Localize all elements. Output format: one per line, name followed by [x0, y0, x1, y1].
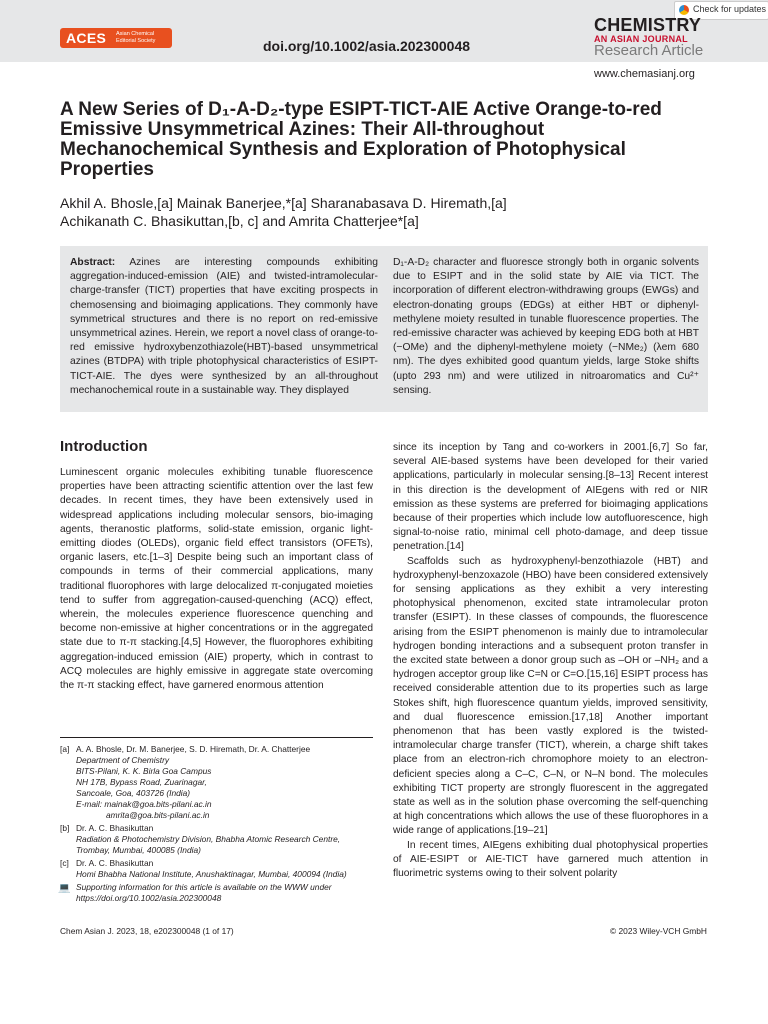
- footnote-a-address-4: Sancoale, Goa, 403726 (India): [76, 788, 191, 798]
- computer-icon: 💻: [58, 883, 71, 894]
- abstract-label: Abstract:: [70, 257, 116, 268]
- journal-name: CHEMISTRY: [594, 15, 702, 35]
- footnote-b-address: Radiation & Photochemistry Division, Bhabha Atomic Research Centre, Trombay, Mumbai, 400085 (India): [76, 834, 341, 855]
- footnote-b-name: Dr. A. C. Bhasikuttan: [76, 823, 154, 833]
- publisher-logo-text: ACES: [66, 30, 107, 46]
- footnote-c-label: [c]: [60, 858, 69, 868]
- footer-citation: Chem Asian J. 2023, 18, e202300048 (1 of 17): [60, 926, 234, 936]
- abstract-box: [60, 246, 708, 412]
- journal-website-link[interactable]: www.chemasianj.org: [594, 68, 695, 80]
- abstract-left-column: [70, 256, 378, 398]
- journal-subtitle: AN ASIAN JOURNAL: [594, 34, 688, 44]
- footnote-a-label: [a]: [60, 744, 70, 754]
- supporting-info-note: [60, 882, 375, 904]
- article-doi-link[interactable]: doi.org/10.1002/asia.202300048: [263, 38, 471, 54]
- intro-paragraph-1: Luminescent organic molecules exhibiting tunable fluorescence properties have been attracting scientific attention over the last few decades. In recent times, they have been extensively used in widespread applications including molecular sensors, bio-imaging agents, theranostic platforms, solid-state emission, organic light-emitting diodes (OLEDs), organic field effect transistors (OFETs), organic lasers, etc.[1–3] Despite being such an important class of compounds in terms of their commercial applications, many traditional fluorophores with large delocalized π-conjugated moieties tend to suffer from aggregation-caused-quenching (ACQ) effect, wherein, the molecules experience fluorescence quenching and become non-emissive at higher concentrations or in the aggregated state due to π-π stacking.[4,5] However, the fluorophores exhibiting aggregation-induced emission (AIE) property, which in contrast to ACQ molecules are highly emissive in aggregate state overcoming the π-π stacking effect, have garnered enormous attention: [60, 467, 373, 692]
- footnote-a-email-1[interactable]: E-mail: mainak@goa.bits-pilani.ac.in: [76, 799, 212, 809]
- check-for-updates-label: Check for updates: [693, 4, 767, 14]
- abstract-text-left: Azines are interesting compounds exhibiting aggregation-induced-emission (AIE) and twisted-intramolecular-charge-transfer (TICT) properties that have exciting prospects in chemosensing and bioimaging applications. They commonly have symmetrical structures and there is no report on red-emissive unsymmetrical azines. Herein, we report a novel class of orange-to-red emissive hydroxybenzothiazole(HBT)-based unsymmetrical azines (BTDPA) with triple photophysical characteristics of ESIPT-TICT-AIE. The dyes were synthesized by an all-throughout mechanochemical route in a sustainable way. They displayed: [70, 257, 379, 396]
- footer-copyright: © 2023 Wiley-VCH GmbH: [610, 926, 707, 936]
- footnote-c-name: Dr. A. C. Bhasikuttan: [76, 858, 154, 868]
- footnote-b-label: [b]: [60, 823, 70, 833]
- footnote-a-address-2: BITS-Pilani, K. K. Birla Goa Campus: [76, 766, 212, 776]
- author-line-1: Akhil A. Bhosle,[a] Mainak Banerjee,*[a] Sharanabasava D. Hiremath,[a]: [60, 195, 507, 211]
- footnote-c: [60, 858, 375, 880]
- publisher-logo-subtext: Asian Chemical Editorial Society: [116, 31, 156, 44]
- author-line-2: Achikanath C. Bhasikuttan,[b, c] and Amrita Chatterjee*[a]: [60, 213, 419, 229]
- footnote-a-address-3: NH 17B, Bypass Road, Zuarinagar,: [76, 777, 207, 787]
- crossmark-icon: [679, 5, 689, 15]
- supporting-info-text[interactable]: Supporting information for this article is available on the WWW under https://doi.org/10.1002/asia.202300048: [76, 882, 332, 903]
- publisher-logo: [60, 28, 172, 48]
- footnote-c-address: Homi Bhabha National Institute, Anushaktinagar, Mumbai, 400094 (India): [76, 869, 347, 879]
- affiliation-footnotes: [60, 744, 375, 906]
- footnote-a-email-2[interactable]: amrita@goa.bits-pilani.ac.in: [106, 810, 210, 820]
- intro-paragraph-1-continued: since its inception by Tang and co-workers in 2001.[6,7] So far, several AIE-based systems have been developed for their varied applications, particularly in molecular sensing.[8–13] Recent interest in this direction is the development of AIEgens with red or NIR emission as these systems are preferred for bioimaging applications because of their properties which include low autofluorescence, high signal-to-noise ratio, minimal cell photo-damage, and deep tissue penetration.[14]: [393, 442, 708, 553]
- footnote-divider: [60, 737, 373, 738]
- intro-paragraph-3: In recent times, AIEgens exhibiting dual photophysical properties of AIE-ESIPT or AIE-TICT have garnered much attention in fluorimetric systems owing to their solvent polarity: [393, 839, 708, 880]
- section-heading-introduction: Introduction: [60, 438, 148, 455]
- body-right-column: [393, 441, 708, 881]
- abstract-text-right: D₁-A-D₂ character and fluoresce strongly both in organic solvents due to ESIPT and in the solid state by AIE via TICT. The incorporation of different electron-withdrawing groups (EWGs) and electron-donating groups (EDGs) at either HBT or diphenyl-methylene moiety resulted in tunable fluorescence properties. The red-emissive character was achieved by keeping EDG both at HBT (−OMe) and the diphenyl-methylene moiety (−NMe₂) (λem 680 nm). The dyes exhibited good quantum yields, large Stoke shifts (upto 293 nm) and were utilized in nitroaromatics and Cu²⁺ sensing.: [393, 257, 699, 396]
- footnote-a-names: A. A. Bhosle, Dr. M. Banerjee, S. D. Hiremath, Dr. A. Chatterjee: [76, 744, 311, 754]
- article-type: Research Article: [594, 42, 704, 59]
- footnote-b: [60, 823, 375, 856]
- article-title: A New Series of D₁-A-D₂-type ESIPT-TICT-AIE Active Orange-to-red Emissive Unsymmetrical Azines: Their All-throughout Mechanochemical Synthesis and Exploration of Photophysical Properties: [60, 99, 662, 180]
- body-left-column: [60, 466, 373, 693]
- author-list: [60, 194, 710, 230]
- intro-paragraph-2: Scaffolds such as hydroxyphenyl-benzothiazole (HBT) and hydroxyphenyl-benzoxazole (HBO) have been considered extensively for sensing applications as they exhibit a very interesting photophysical phenomenon, excited state intramolecular proton transfer (ESIPT). In these classes of compounds, the fluorescence arising from the ESIPT phenomenon is mainly due to intramolecular hydrogen bonding interactions and a subsequent proton transfer in the excited state between a donor group such as –OH or –NH₂ and a hydrogen acceptor group like C=N or C=O.[15,16] ESIPT process has received considerable attention due to its properties such as large Stokes shift, high fluorescence quantum yields, improved sensitivity, and dual fluorescence emission.[17,18] Another important phenomenon that has been vastly explored is the twisted-intramolecular charge transfer (TICT), wherein, a charge shift takes place from an electron-rich chromophore moiety to an electron-deficient species along a C–C, C–N, or N–N bond. The molecules exhibiting TICT property are strongly fluorescent in the aggregated state as well as in the solution phase overcoming the self-quenching at high concentrations which allows the use of these fluorophores in a wide range of applications.[19–21]: [393, 555, 708, 837]
- footnote-a-address-1: Department of Chemistry: [76, 755, 170, 765]
- footnote-a: [60, 744, 375, 821]
